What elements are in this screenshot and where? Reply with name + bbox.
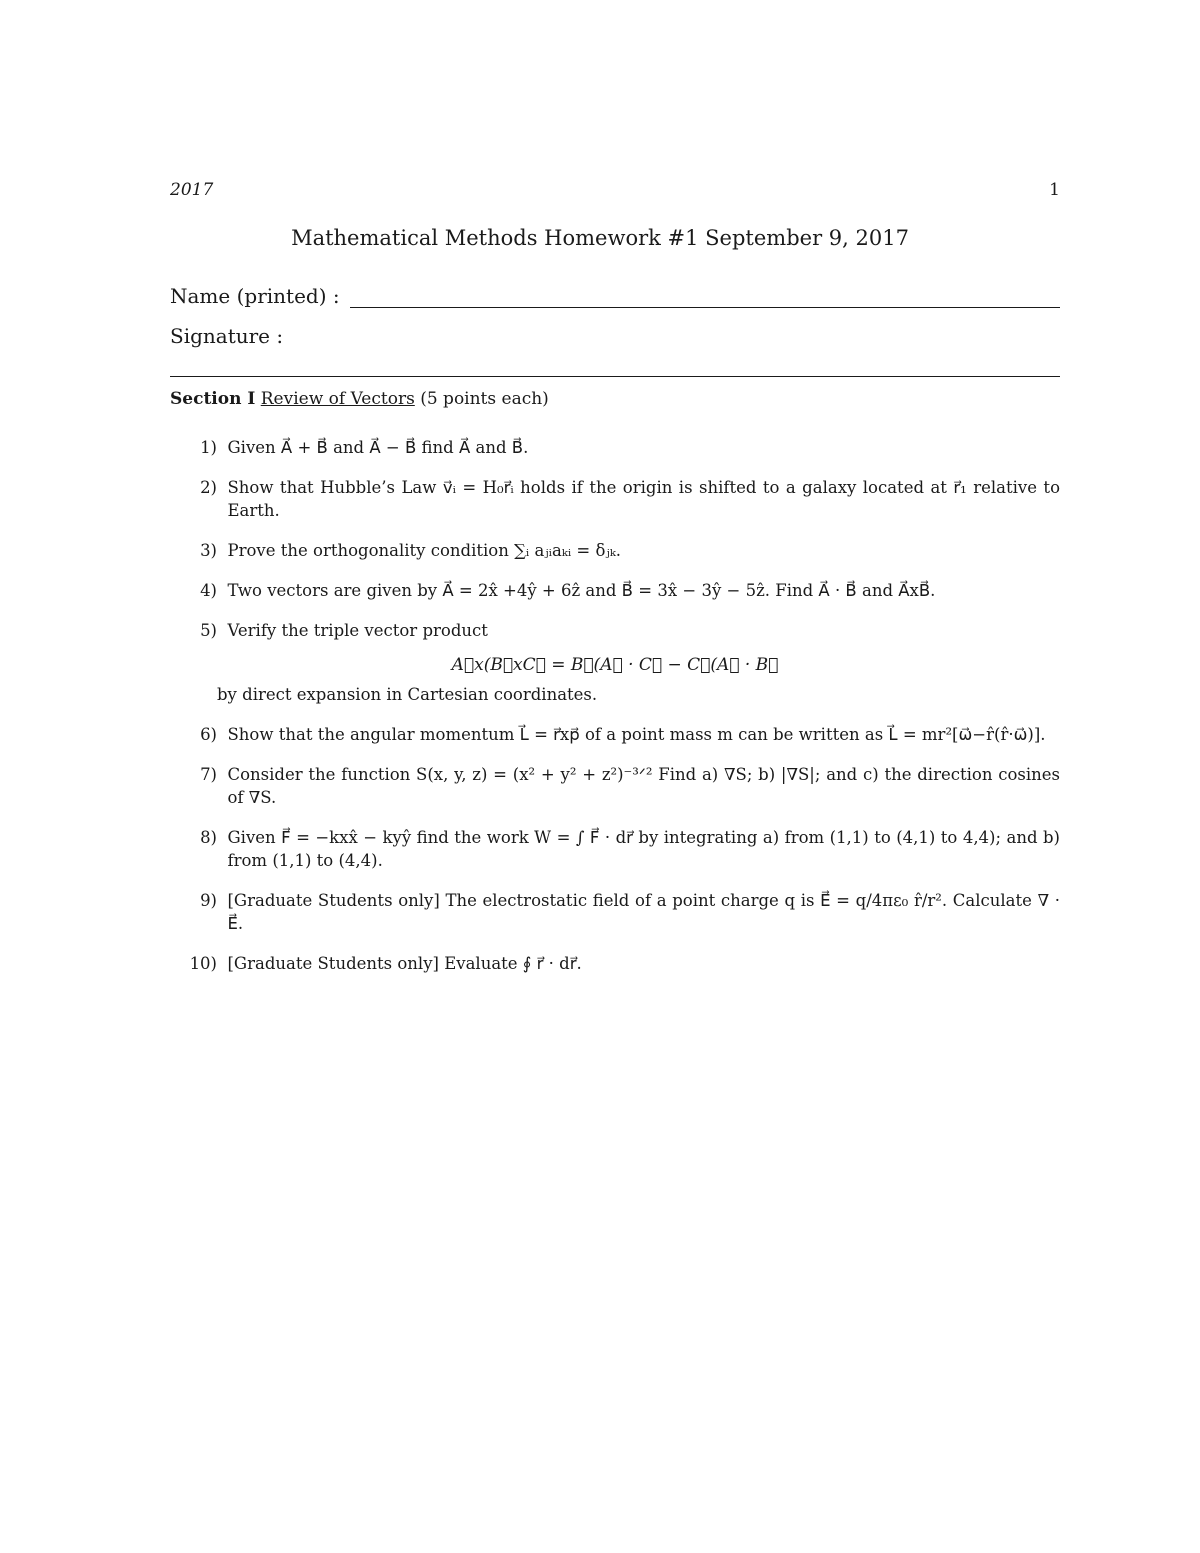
name-label: Name (printed) : <box>170 284 340 308</box>
problem-item <box>170 436 1060 459</box>
page-title: Mathematical Methods Homework #1 September 9, 2017 <box>291 226 909 250</box>
problem-text: Given A⃗ + B⃗ and A⃗ − B⃗ find A⃗ and B⃗. <box>227 438 529 457</box>
page-number: 1 <box>1049 180 1060 200</box>
name-underline <box>350 289 1060 308</box>
problem-text: Show that Hubble’s Law v⃗ᵢ = H₀r⃗ᵢ holds if the origin is shifted to a galaxy located at r⃗₁ relative to Earth. <box>227 478 1060 520</box>
section-points: (5 points each) <box>420 389 549 409</box>
problem-number: 5) <box>200 621 217 640</box>
signature-label: Signature : <box>170 324 284 348</box>
problem-item <box>170 619 1060 642</box>
problem-continuation: by direct expansion in Cartesian coordinates. <box>217 685 598 704</box>
problem-item <box>170 952 1060 975</box>
problem-text: Given F⃗ = −kxx̂ − kyŷ find the work W = ∫ F⃗ · dr⃗ by integrating a) from (1,1) to (4,1) to 4,4); and b) from (1,1) to (4,4). <box>227 828 1060 870</box>
problem-item <box>170 723 1060 746</box>
problem-number: 9) <box>200 891 217 910</box>
problem-item <box>170 889 1060 935</box>
section-label: Section I <box>170 389 256 409</box>
problem-text: Verify the triple vector product <box>227 621 488 640</box>
header-year: 2017 <box>170 180 214 200</box>
section-topic: Review of Vectors <box>260 389 415 409</box>
problem-list <box>170 436 1060 992</box>
problem-text: [Graduate Students only] The electrostatic field of a point charge q is E⃗ = q/4πε₀ r̂/r². Calculate ∇ · E⃗. <box>227 891 1060 933</box>
problem-number: 2) <box>200 478 217 497</box>
problem-text: Consider the function S(x, y, z) = (x² + y² + z²)⁻³ᐟ² Find a) ∇S; b) |∇S|; and c) the direction cosines of ∇S. <box>227 765 1060 807</box>
section-divider <box>170 376 1060 377</box>
problem-number: 1) <box>200 438 217 457</box>
section-heading <box>170 389 549 409</box>
problem-item <box>170 763 1060 809</box>
problem-text: Show that the angular momentum L⃗ = r⃗xp⃗ of a point mass m can be written as L⃗ = mr²[ω⃗−r̂(r̂·ω⃗)]. <box>227 725 1046 744</box>
problem-item <box>170 826 1060 872</box>
problem-item <box>170 579 1060 602</box>
problem-number: 7) <box>200 765 217 784</box>
problem-number: 8) <box>200 828 217 847</box>
problem-text: Prove the orthogonality condition ∑ᵢ aⱼᵢaₖᵢ = δⱼₖ. <box>227 541 622 560</box>
name-field[interactable] <box>170 284 1060 308</box>
problem-number: 4) <box>200 581 217 600</box>
problem-text: Two vectors are given by A⃗ = 2x̂ +4ŷ + 6ẑ and B⃗ = 3x̂ − 3ŷ − 5ẑ. Find A⃗ · B⃗ and A⃗xB⃗. <box>227 581 936 600</box>
problem-number: 6) <box>200 725 217 744</box>
display-equation: A⃗x(B⃗xC⃗ = B⃗(A⃗ · C⃗ − C⃗(A⃗ · B⃗ <box>451 655 779 675</box>
problem-number: 3) <box>200 541 217 560</box>
problem-item <box>170 476 1060 522</box>
problem-item <box>170 539 1060 562</box>
problem-number: 10) <box>189 954 217 973</box>
problem-text: [Graduate Students only] Evaluate ∮ r⃗ · dr⃗. <box>227 954 582 973</box>
